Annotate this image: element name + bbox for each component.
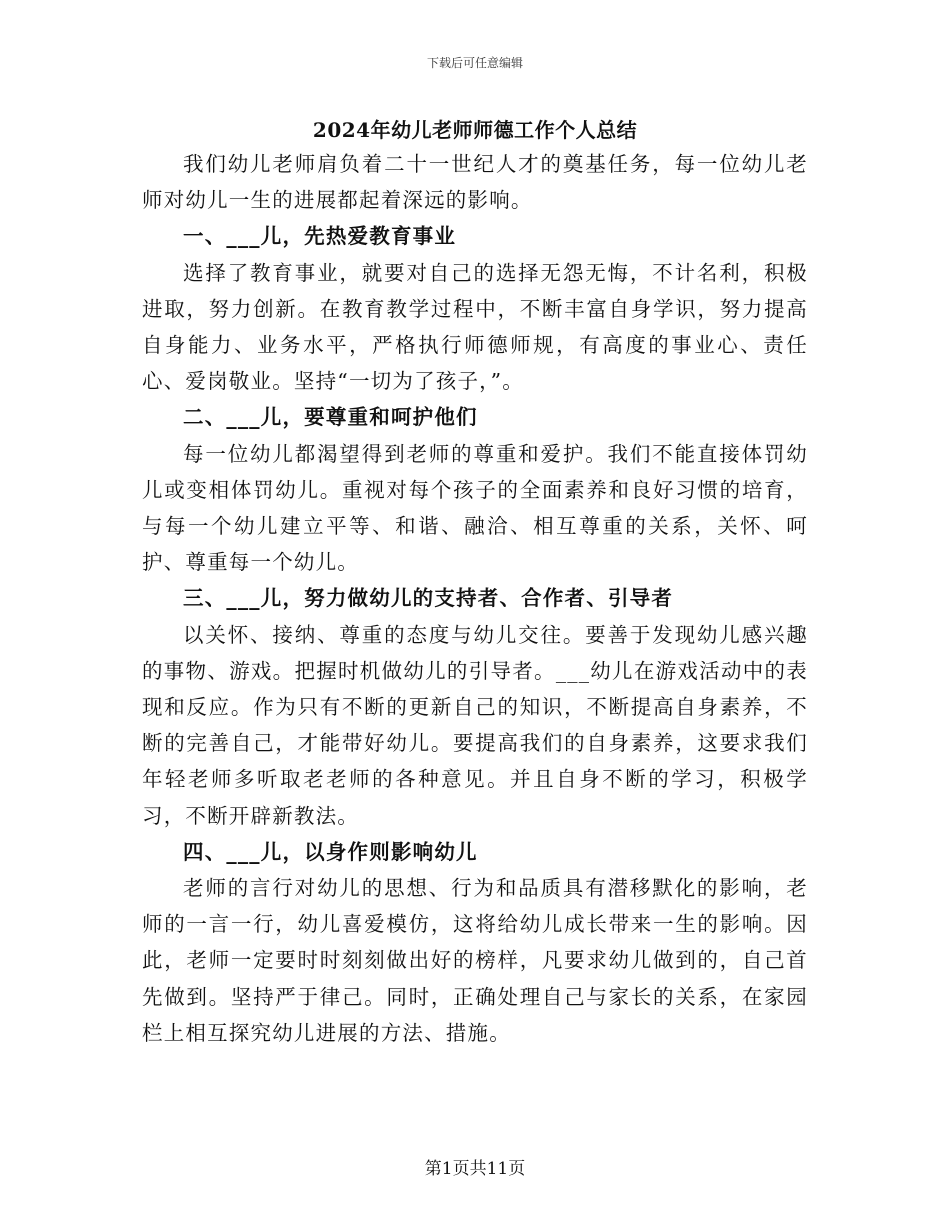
- intro-paragraph: 我们幼儿老师肩负着二十一世纪人才的奠基任务，每一位幼儿老师对幼儿一生的进展都起着深远的影响。: [142, 152, 808, 213]
- section-paragraph-1: 选择了教育事业，就要对自己的选择无怨无悔，不计名利，积极进取，努力创新。在教育教学过程中，不断丰富自身学识，努力提高自身能力、业务水平，严格执行师德师规，有高度的事业心、责任心、爱岗敬业。坚持“一切为了孩子，”。: [142, 260, 808, 394]
- section-paragraph-3: 以关怀、接纳、尊重的态度与幼儿交往。要善于发现幼儿感兴趣的事物、游戏。把握时机做幼儿的引导者。___幼儿在游戏活动中的表现和反应。作为只有不断的更新自己的知识，不断提高自身素养，不断的完善自己，才能带好幼儿。要提高我们的自身素养，这要求我们年轻老师多听取老老师的各种意见。并且自身不断的学习，积极学习，不断开辟新教法。: [142, 622, 808, 828]
- page-number: 第1页共11页: [424, 1159, 526, 1179]
- section-heading-1: 一、___儿，先热爱教育事业: [183, 224, 457, 249]
- document-title: 2024年幼儿老师师德工作个人总结: [312, 118, 638, 142]
- section-paragraph-4: 老师的言行对幼儿的思想、行为和品质具有潜移默化的影响，老师的一言一行，幼儿喜爱模仿，这将给幼儿成长带来一生的影响。因此，老师一定要时时刻刻做出好的榜样，凡要求幼儿做到的，自己首先做到。坚持严于律己。同时，正确处理自己与家长的关系，在家园栏上相互探究幼儿进展的方法、措施。: [142, 876, 808, 1045]
- section-heading-3: 三、___儿，努力做幼儿的支持者、合作者、引导者: [183, 586, 674, 611]
- section-heading-4: 四、___儿，以身作则影响幼儿: [183, 839, 478, 864]
- section-heading-2: 二、___儿，要尊重和呵护他们: [183, 405, 478, 430]
- header-note: 下载后可任意编辑: [426, 56, 523, 70]
- section-paragraph-2: 每一位幼儿都渴望得到老师的尊重和爱护。我们不能直接体罚幼儿或变相体罚幼儿。重视对每个孩子的全面素养和良好习惯的培育，与每一个幼儿建立平等、和谐、融洽、相互尊重的关系，关怀、呵护、尊重每一个幼儿。: [142, 441, 808, 575]
- document-body: [142, 146, 808, 1051]
